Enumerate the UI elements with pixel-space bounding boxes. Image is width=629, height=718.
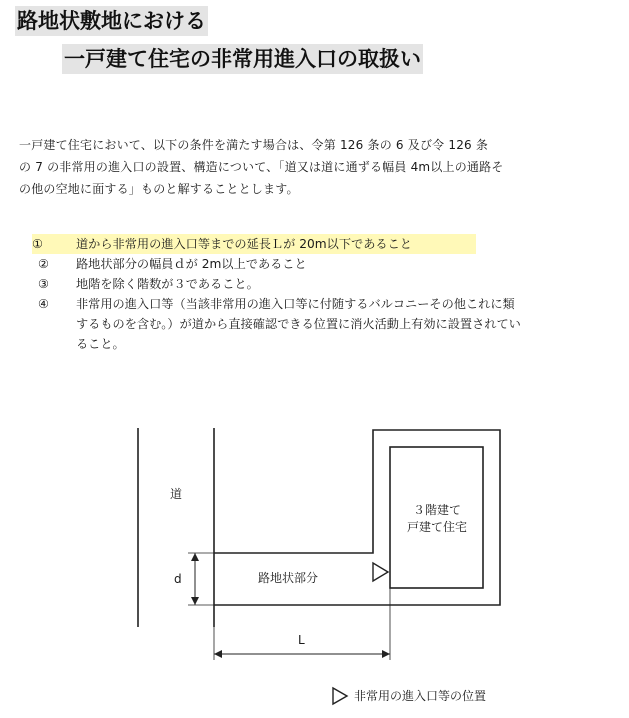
condition-text: 道から非常用の進入口等までの延長Ｌが 20m以下であること xyxy=(76,237,412,251)
building-label-2: 戸建て住宅 xyxy=(406,520,468,534)
condition-number: ① xyxy=(32,237,43,251)
width-arrow-bottom xyxy=(191,597,199,605)
legend-label: 非常用の進入口等の位置 xyxy=(354,689,487,703)
legend-marker-icon xyxy=(333,688,347,704)
condition-text: ること。 xyxy=(76,337,125,351)
intro-line: の他の空地に面する」ものと解することとします。 xyxy=(19,182,299,196)
building-label-1: ３階建て xyxy=(412,503,462,517)
condition-number: ③ xyxy=(38,277,49,291)
width-label: d xyxy=(174,572,182,586)
length-label: L xyxy=(298,633,305,647)
entry-marker-icon xyxy=(373,563,388,581)
intro-line: 一戸建て住宅において、以下の条件を満たす場合は、令第 126 条の 6 及び令 126 条 xyxy=(19,138,489,152)
condition-number: ④ xyxy=(38,297,49,311)
condition-number: ② xyxy=(38,257,49,271)
page-title-line-2: 一戸建て住宅の非常用進入口の取扱い xyxy=(62,44,423,74)
page-title-line-1: 路地状敷地における xyxy=(15,6,208,36)
length-arrow-left xyxy=(214,650,222,658)
road-label: 道 xyxy=(170,487,183,501)
length-arrow-right xyxy=(382,650,390,658)
alley-label: 路地状部分 xyxy=(258,571,319,585)
condition-text: 路地状部分の幅員ｄが 2m以上であること xyxy=(76,257,307,271)
condition-text: 地階を除く階数が３であること。 xyxy=(76,277,259,291)
intro-line: の 7 の非常用の進入口の設置、構造について、「道又は道に通ずる幅員 4m以上の通路そ xyxy=(19,160,504,174)
building-box xyxy=(390,447,483,588)
width-arrow-top xyxy=(191,553,199,561)
condition-text: 非常用の進入口等（当該非常用の進入口等に付随するバルコニーその他これに類 xyxy=(76,297,515,311)
condition-text: するものを含む。）が道から直接確認できる位置に消火活動上有効に設置されてい xyxy=(76,317,521,331)
